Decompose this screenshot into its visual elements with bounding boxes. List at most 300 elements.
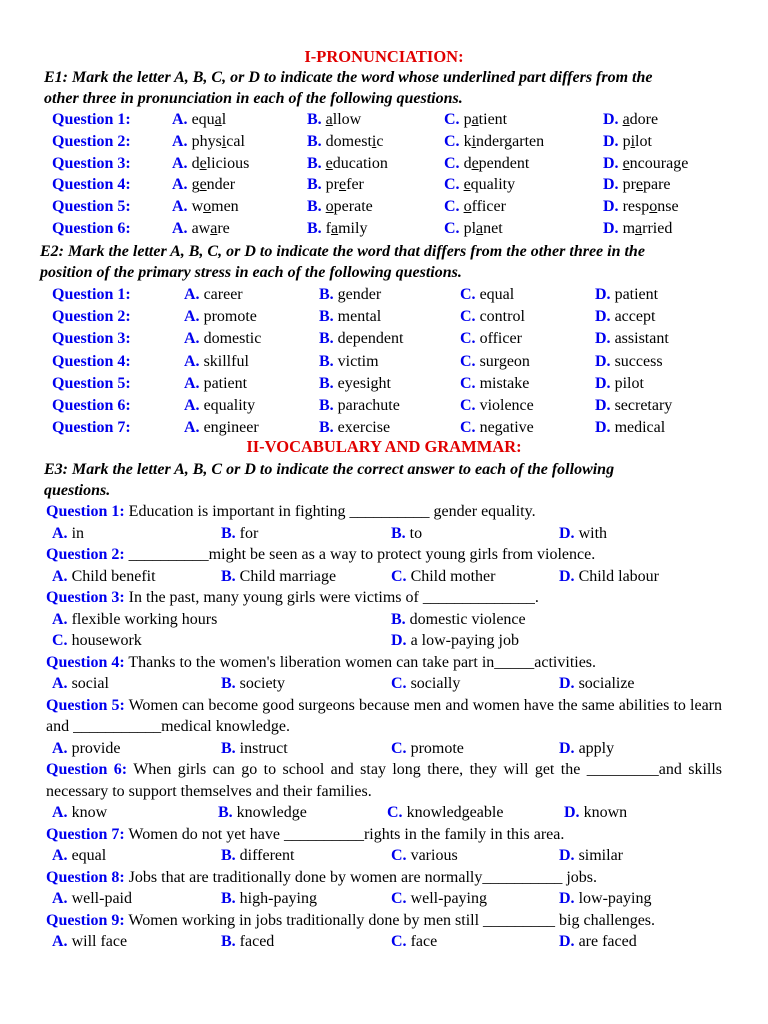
answer-row: [46, 888, 722, 910]
answer-option[interactable]: [460, 284, 514, 306]
option-letter: D.: [391, 632, 407, 649]
answer-option[interactable]: [559, 523, 607, 545]
word-part: pendent: [478, 154, 530, 172]
option-letter: C.: [444, 132, 460, 150]
option-letter: B.: [221, 847, 236, 864]
question-block: [46, 867, 722, 910]
word-part: pl: [459, 219, 477, 237]
option-letter: D.: [595, 308, 611, 326]
option-letter: A.: [52, 524, 68, 542]
answer-option[interactable]: [221, 931, 274, 953]
answer-option[interactable]: [307, 174, 364, 196]
answer-option[interactable]: [172, 153, 249, 175]
answer-option[interactable]: [52, 566, 156, 588]
word-part: dore: [629, 111, 659, 128]
option-word: violence: [475, 396, 534, 414]
answer-option[interactable]: [391, 888, 487, 910]
answer-option[interactable]: [564, 802, 627, 824]
question-text: [46, 544, 722, 566]
answer-option[interactable]: [603, 109, 658, 131]
option-word: domestic violence: [405, 610, 526, 628]
question-label: Question 4:: [46, 653, 125, 671]
answer-option[interactable]: [172, 196, 239, 218]
answer-option[interactable]: [184, 328, 261, 350]
option-letter: D.: [595, 352, 611, 370]
e1-question-list: [52, 109, 732, 240]
question-label: Question 2:: [52, 132, 131, 150]
underlined-part: a: [331, 219, 339, 237]
option-letter: A.: [184, 352, 200, 370]
option-letter: B.: [391, 524, 406, 542]
option-word: exercise: [333, 419, 391, 437]
option-letter: B.: [307, 111, 322, 128]
option-letter: A.: [52, 847, 68, 864]
answer-option[interactable]: [595, 328, 669, 350]
answer-option[interactable]: [460, 328, 522, 350]
question-block: [46, 910, 722, 953]
question-label: Question 6:: [46, 761, 128, 778]
option-word: knowledge: [232, 804, 307, 821]
option-letter: D.: [559, 933, 575, 950]
option-word: will face: [67, 933, 128, 950]
answer-option[interactable]: [184, 284, 243, 306]
underlined-part: a: [476, 219, 484, 237]
answer-option[interactable]: [52, 845, 106, 867]
option-letter: A.: [184, 286, 200, 303]
answer-option[interactable]: [391, 523, 422, 545]
word-part: quality: [470, 176, 516, 194]
question-label: Question 5:: [52, 374, 131, 392]
option-letter: D.: [603, 198, 619, 216]
option-word: mistake: [475, 374, 530, 392]
option-word: are faced: [574, 933, 637, 950]
option-word: well-paid: [67, 890, 132, 907]
question-label: Question 6:: [52, 219, 131, 237]
answer-option[interactable]: [391, 630, 519, 652]
option-letter: C.: [444, 219, 460, 237]
option-letter: B.: [307, 198, 322, 216]
answer-option[interactable]: [559, 931, 637, 953]
option-word: promote: [199, 308, 257, 326]
question-row: [52, 306, 732, 328]
option-letter: C.: [444, 176, 460, 194]
option-letter: C.: [391, 890, 407, 907]
option-letter: A.: [52, 890, 68, 907]
answer-option[interactable]: [184, 351, 249, 373]
answer-row: [46, 845, 722, 867]
answer-option[interactable]: [559, 888, 651, 910]
word-part: d: [187, 154, 200, 172]
e3-question-list: [46, 501, 722, 953]
option-word: housework: [67, 632, 142, 649]
question-label: Question 2:: [52, 308, 131, 326]
answer-row: [46, 566, 722, 588]
answer-option[interactable]: [444, 131, 544, 153]
answer-option[interactable]: [391, 609, 526, 631]
underlined-part: o: [325, 198, 334, 216]
option-letter: A.: [52, 933, 68, 950]
answer-option[interactable]: [444, 218, 503, 240]
question-label: Question 3:: [46, 589, 125, 606]
option-letter: B.: [307, 154, 322, 172]
question-label: Question 2:: [46, 546, 125, 563]
option-letter: D.: [595, 396, 611, 414]
option-word: secretary: [610, 396, 673, 414]
option-letter: B.: [307, 176, 322, 194]
word-part: fficer: [471, 198, 506, 216]
answer-option[interactable]: [595, 395, 672, 417]
option-word: equality: [199, 396, 256, 414]
answer-option[interactable]: [391, 738, 464, 760]
answer-option[interactable]: [221, 738, 288, 760]
option-letter: C.: [387, 804, 403, 821]
answer-option[interactable]: [559, 566, 659, 588]
vocab-title: II-VOCABULARY AND GRAMMAR:: [246, 437, 522, 456]
answer-row: [46, 738, 722, 760]
word-part: p: [618, 132, 631, 150]
option-word: with: [574, 524, 608, 542]
option-word: mental: [333, 308, 382, 326]
option-letter: D.: [595, 330, 611, 348]
option-letter: D.: [603, 219, 619, 237]
e3-instruction: E3: Mark the letter A, B, C or D to indicate the correct answer to each of the following questions.: [44, 461, 615, 499]
answer-option[interactable]: [319, 395, 400, 417]
answer-option[interactable]: [172, 109, 226, 131]
option-word: domestic: [199, 330, 262, 348]
answer-option[interactable]: [603, 131, 652, 153]
option-letter: D.: [559, 739, 575, 757]
answer-option[interactable]: [52, 673, 109, 695]
word-part: ncourage: [629, 154, 689, 172]
option-letter: A.: [184, 374, 200, 392]
option-letter: C.: [460, 330, 476, 348]
question-label: Question 9:: [46, 911, 125, 929]
option-letter: B.: [319, 396, 334, 414]
option-letter: A.: [184, 396, 200, 414]
option-letter: C.: [444, 198, 460, 216]
answer-option[interactable]: [218, 802, 307, 824]
word-part: lot: [635, 132, 652, 150]
answer-option[interactable]: [603, 153, 688, 175]
answer-option[interactable]: [221, 673, 285, 695]
question-stem: Thanks to the women's liberation women can take part in_____activities.: [124, 653, 597, 671]
question-text: [46, 910, 722, 932]
answer-option[interactable]: [172, 218, 230, 240]
answer-option[interactable]: [307, 131, 383, 153]
question-label: Question 3:: [52, 330, 131, 348]
word-part: rried: [642, 219, 673, 237]
question-block: [46, 652, 722, 695]
question-stem: Jobs that are traditionally done by women are normally__________ jobs.: [124, 868, 598, 886]
option-letter: D.: [603, 111, 619, 128]
answer-option[interactable]: [52, 802, 107, 824]
question-row: [52, 351, 732, 373]
option-letter: A.: [172, 111, 188, 128]
option-letter: B.: [319, 286, 334, 303]
option-word: low-paying: [574, 890, 652, 907]
underlined-part: o: [203, 198, 212, 216]
answer-row: [46, 630, 722, 652]
option-word: skillful: [199, 352, 249, 370]
option-letter: C.: [52, 632, 68, 649]
question-text: [46, 824, 722, 846]
option-letter: B.: [221, 933, 236, 950]
option-letter: C.: [391, 675, 407, 692]
option-letter: C.: [460, 374, 476, 392]
option-word: accept: [610, 308, 656, 326]
option-letter: D.: [564, 804, 580, 821]
underlined-part: a: [622, 111, 630, 128]
answer-option[interactable]: [595, 373, 644, 395]
word-part: net: [483, 219, 503, 237]
option-word: face: [406, 933, 438, 950]
word-part: l: [221, 111, 227, 128]
option-letter: A.: [184, 308, 200, 326]
word-part: resp: [618, 198, 650, 216]
answer-option[interactable]: [387, 802, 503, 824]
question-text: [46, 695, 722, 738]
question-row: [52, 109, 732, 131]
word-part: licious: [206, 154, 250, 172]
question-label: Question 3:: [52, 154, 131, 172]
answer-option[interactable]: [307, 196, 373, 218]
option-letter: B.: [319, 330, 334, 348]
option-word: eyesight: [333, 374, 391, 392]
option-word: gender: [333, 286, 382, 303]
word-part: phys: [187, 132, 222, 150]
word-part: m: [618, 219, 636, 237]
answer-option[interactable]: [460, 373, 529, 395]
option-word: society: [235, 675, 285, 692]
question-row: [52, 395, 732, 417]
answer-option[interactable]: [460, 306, 525, 328]
answer-option[interactable]: [52, 609, 217, 631]
option-word: engineer: [199, 419, 259, 437]
option-letter: A.: [172, 176, 188, 194]
question-label: Question 1:: [52, 111, 131, 128]
answer-option[interactable]: [319, 373, 391, 395]
option-letter: B.: [218, 804, 233, 821]
option-letter: D.: [603, 176, 619, 194]
question-label: Question 7:: [46, 825, 125, 843]
word-part: aw: [187, 219, 211, 237]
question-label: Question 1:: [46, 503, 125, 520]
option-letter: A.: [184, 330, 200, 348]
answer-option[interactable]: [391, 845, 458, 867]
answer-option[interactable]: [52, 888, 132, 910]
option-letter: A.: [52, 804, 68, 821]
option-word: faced: [235, 933, 275, 950]
word-part: tient: [478, 111, 508, 128]
option-letter: B.: [221, 567, 236, 585]
e2-instruction: E2: Mark the letter A, B, C, or D to indicate the word that differs from the other three in the position of the primary stress in each of the following questions.: [40, 243, 645, 281]
question-row: [52, 218, 732, 240]
word-part: equ: [187, 111, 215, 128]
option-letter: B.: [221, 675, 236, 692]
answer-option[interactable]: [391, 673, 460, 695]
answer-option[interactable]: [603, 218, 672, 240]
answer-option[interactable]: [221, 566, 336, 588]
answer-option[interactable]: [603, 196, 679, 218]
option-word: assistant: [610, 330, 669, 348]
word-part: men: [211, 198, 239, 216]
answer-option[interactable]: [595, 351, 663, 373]
question-stem: When girls can go to school and stay long there, they will get the _________and skills necessary to support themselves and their families.: [46, 761, 723, 800]
option-letter: B.: [221, 890, 236, 907]
option-word: social: [67, 675, 109, 692]
answer-option[interactable]: [319, 306, 381, 328]
question-label: Question 5:: [46, 696, 125, 714]
option-word: for: [235, 524, 259, 542]
option-word: Child mother: [406, 567, 496, 585]
option-letter: D.: [595, 374, 611, 392]
word-part: ndergarten: [476, 132, 545, 150]
word-part: ducation: [332, 154, 388, 172]
question-text: [46, 759, 722, 802]
option-word: pilot: [610, 374, 644, 392]
answer-option[interactable]: [172, 131, 245, 153]
e1-instruction: E1: Mark the letter A, B, C, or D to indicate the word whose underlined part differs from the other three in pronunciation in each of the following questions.: [44, 69, 653, 107]
answer-option[interactable]: [184, 306, 257, 328]
question-stem: Women working in jobs traditionally done by men still _________ big challenges.: [124, 911, 656, 929]
option-letter: C.: [391, 847, 407, 864]
option-word: various: [406, 847, 458, 864]
answer-option[interactable]: [391, 566, 495, 588]
answer-option[interactable]: [319, 328, 403, 350]
word-part: nse: [657, 198, 679, 216]
option-letter: C.: [460, 419, 476, 437]
option-word: negative: [475, 419, 534, 437]
question-label: Question 8:: [46, 868, 125, 886]
option-word: patient: [199, 374, 248, 392]
underlined-part: i: [221, 132, 227, 150]
answer-option[interactable]: [184, 373, 247, 395]
answer-row: [46, 931, 722, 953]
question-label: Question 5:: [52, 198, 131, 216]
answer-row: [46, 673, 722, 695]
option-word: to: [405, 524, 423, 542]
option-letter: A.: [172, 198, 188, 216]
option-word: socially: [406, 675, 461, 692]
word-part: mily: [338, 219, 368, 237]
question-block: [46, 544, 722, 587]
question-text: [46, 501, 722, 523]
option-word: flexible working hours: [67, 610, 218, 628]
answer-option[interactable]: [559, 845, 623, 867]
option-word: medical: [610, 419, 666, 437]
answer-option[interactable]: [221, 523, 258, 545]
answer-option[interactable]: [221, 845, 294, 867]
option-letter: C.: [444, 111, 460, 128]
underlined-part: o: [649, 198, 658, 216]
option-letter: B.: [319, 308, 334, 326]
word-part: llow: [332, 111, 362, 128]
option-letter: D.: [559, 524, 575, 542]
answer-option[interactable]: [460, 351, 530, 373]
question-stem: Women do not yet have __________rights in the family in this area.: [124, 825, 565, 843]
answer-option[interactable]: [559, 673, 635, 695]
option-letter: C.: [391, 739, 407, 757]
answer-option[interactable]: [391, 931, 437, 953]
option-letter: A.: [52, 739, 68, 757]
underlined-part: e: [635, 176, 643, 194]
option-word: similar: [574, 847, 623, 864]
answer-option[interactable]: [603, 174, 671, 196]
option-word: instruct: [235, 739, 288, 757]
answer-option[interactable]: [595, 284, 658, 306]
option-word: knowledgeable: [402, 804, 504, 821]
answer-option[interactable]: [221, 888, 317, 910]
answer-option[interactable]: [444, 174, 515, 196]
option-letter: B.: [319, 374, 334, 392]
answer-option[interactable]: [307, 153, 388, 175]
option-letter: B.: [391, 610, 406, 628]
question-stem: Education is important in fighting __________ gender equality.: [124, 503, 536, 520]
answer-option[interactable]: [172, 174, 235, 196]
option-letter: C.: [460, 308, 476, 326]
question-label: Question 4:: [52, 176, 131, 194]
question-label: Question 6:: [52, 396, 131, 414]
option-letter: C.: [460, 352, 476, 370]
option-letter: D.: [559, 675, 575, 692]
option-word: a low-paying job: [406, 632, 519, 649]
answer-option[interactable]: [444, 196, 506, 218]
option-word: officer: [475, 330, 522, 348]
answer-row: [46, 523, 722, 545]
answer-option[interactable]: [52, 630, 142, 652]
answer-option[interactable]: [52, 738, 120, 760]
underlined-part: i: [371, 132, 377, 150]
question-block: [46, 824, 722, 867]
question-row: [52, 373, 732, 395]
question-block: [46, 587, 722, 652]
answer-option[interactable]: [319, 351, 379, 373]
question-label: Question 1:: [52, 286, 131, 303]
underlined-part: e: [199, 176, 207, 194]
answer-option[interactable]: [319, 284, 381, 306]
answer-option[interactable]: [595, 306, 655, 328]
option-word: known: [579, 804, 628, 821]
answer-option[interactable]: [444, 109, 507, 131]
answer-option[interactable]: [307, 109, 361, 131]
answer-option[interactable]: [184, 395, 255, 417]
answer-option[interactable]: [307, 218, 367, 240]
answer-option[interactable]: [444, 153, 529, 175]
answer-option[interactable]: [52, 931, 127, 953]
answer-option[interactable]: [559, 738, 614, 760]
underlined-part: a: [635, 219, 643, 237]
option-word: surgeon: [475, 352, 530, 370]
question-block: [46, 759, 722, 824]
option-word: in: [67, 524, 85, 542]
answer-option[interactable]: [52, 523, 84, 545]
option-letter: D.: [559, 890, 575, 907]
underlined-part: e: [339, 176, 347, 194]
question-row: [52, 174, 732, 196]
answer-option[interactable]: [460, 395, 534, 417]
word-part: f: [321, 219, 331, 237]
option-word: different: [235, 847, 295, 864]
word-part: domest: [321, 132, 372, 150]
option-letter: A.: [52, 675, 68, 692]
option-letter: A.: [172, 219, 188, 237]
underlined-part: a: [210, 219, 218, 237]
option-word: parachute: [333, 396, 400, 414]
word-part: w: [187, 198, 204, 216]
underlined-part: e: [325, 154, 333, 172]
question-block: [46, 695, 722, 760]
option-word: patient: [610, 286, 659, 303]
